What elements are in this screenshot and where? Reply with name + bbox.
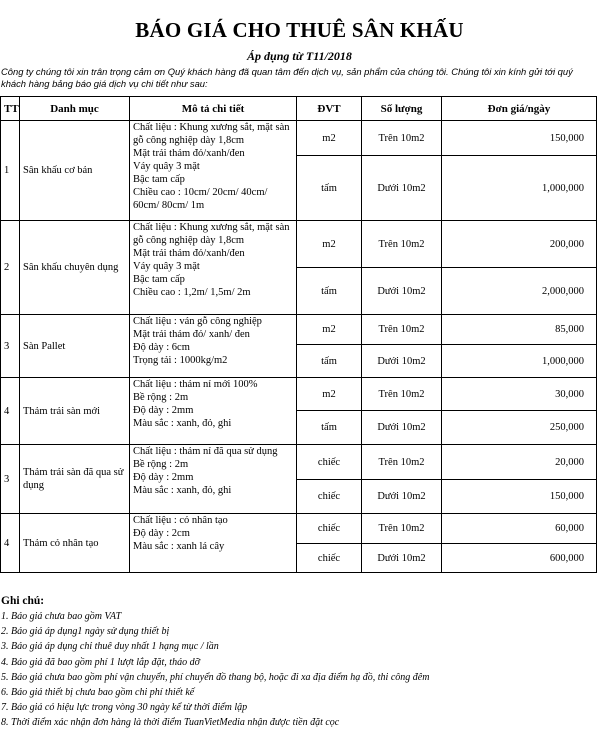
row-unit: m2 (297, 221, 362, 268)
row-unit: chiếc (297, 544, 362, 573)
row-unit: m2 (297, 315, 362, 345)
row-category: Thảm cỏ nhân tạo (20, 514, 130, 573)
row-description (130, 514, 297, 573)
description-line: Độ dày : 2cm (133, 528, 190, 539)
row-description (130, 221, 297, 315)
row-quantity: Dưới 10m2 (362, 268, 442, 315)
header-quantity: Số lượng (362, 97, 442, 121)
description-line: Màu sắc : xanh, đỏ, ghi (133, 418, 232, 429)
description-line: Chiều cao : 10cm/ 20cm/ 40cm/ 60cm/ 80cm/ 1m (133, 187, 268, 211)
table-row (1, 445, 597, 480)
row-category: Sân khấu chuyên dụng (20, 221, 130, 315)
row-quantity: Trên 10m2 (362, 121, 442, 156)
description-line: Chất liệu : Khung xương sắt, mặt sàn gỗ công nghiệp dày 1,8cm (133, 122, 290, 146)
row-number: 4 (1, 514, 20, 573)
row-quantity: Trên 10m2 (362, 315, 442, 345)
description-line: Bậc tam cấp (133, 274, 185, 285)
row-category: Sân khấu cơ bản (20, 121, 130, 221)
table-header-row (1, 97, 597, 121)
description-line: Bề rộng : 2m (133, 459, 189, 470)
description-line: Màu sắc : xanh, đỏ, ghi (133, 485, 232, 496)
row-category: Thảm trải sàn mới (20, 378, 130, 445)
row-quantity: Trên 10m2 (362, 445, 442, 480)
description-line: Bậc tam cấp (133, 174, 185, 185)
header-price: Đơn giá/ngày (442, 97, 597, 121)
note-item: 4. Báo giá đã bao gồm phí 1 lượt lắp đặt, tháo dỡ (1, 656, 200, 668)
row-unit: tấm (297, 345, 362, 378)
table-row (1, 315, 597, 345)
note-item: 6. Báo giá thiết bị chưa bao gồm chi phí thiết kế (1, 686, 195, 698)
row-quantity: Trên 10m2 (362, 514, 442, 544)
row-unit: tấm (297, 411, 362, 445)
header-tt: TT (1, 97, 20, 121)
notes-list (0, 609, 599, 731)
row-quantity: Dưới 10m2 (362, 156, 442, 221)
row-unit: chiếc (297, 445, 362, 480)
table-row (1, 514, 597, 544)
description-line: Váy quây 3 mặt (133, 161, 200, 172)
description-line: Chất liệu : ván gỗ công nghiệp (133, 316, 262, 327)
row-description (130, 378, 297, 445)
description-line: Váy quây 3 mặt (133, 261, 200, 272)
row-price: 150,000 (442, 480, 597, 514)
row-unit: tấm (297, 268, 362, 315)
note-item: 3. Báo giá áp dụng chỉ thuê duy nhất 1 hạng mục / lần (1, 641, 219, 653)
row-quantity: Dưới 10m2 (362, 544, 442, 573)
row-quantity: Dưới 10m2 (362, 345, 442, 378)
row-number: 3 (1, 445, 20, 514)
row-price: 600,000 (442, 544, 597, 573)
row-price: 20,000 (442, 445, 597, 480)
row-price: 1,000,000 (442, 156, 597, 221)
header-unit: ĐVT (297, 97, 362, 121)
table-row (1, 378, 597, 411)
description-line: Chất liệu : thảm nỉ đã qua sử dụng (133, 446, 278, 457)
description-line: Độ dày : 2mm (133, 405, 194, 416)
note-item: 7. Báo giá có hiệu lực trong vòng 30 ngày kể từ thời điểm lập (1, 702, 248, 714)
description-line: Độ dày : 6cm (133, 342, 190, 353)
note-item: 1. Báo giá chưa bao gồm VAT (1, 611, 122, 622)
row-description (130, 315, 297, 378)
row-quantity: Trên 10m2 (362, 378, 442, 411)
row-unit: tấm (297, 156, 362, 221)
row-category: Thảm trải sàn đã qua sử dụng (20, 445, 130, 514)
note-item: 8. Thời điểm xác nhận đơn hàng là thời điểm TuanVietMedia nhận được tiền đặt cọc (1, 717, 340, 729)
table-row (1, 221, 597, 268)
row-quantity: Dưới 10m2 (362, 411, 442, 445)
header-description: Mô tả chi tiết (130, 97, 297, 121)
description-line: Mặt trải thảm đỏ/xanh/đen (133, 248, 245, 259)
row-price: 85,000 (442, 315, 597, 345)
notes-title: Ghi chú: (1, 595, 45, 607)
row-number: 2 (1, 221, 20, 315)
row-category: Sàn Pallet (20, 315, 130, 378)
row-number: 1 (1, 121, 20, 221)
row-unit: m2 (297, 121, 362, 156)
page-title: BÁO GIÁ CHO THUÊ SÂN KHẤU (135, 18, 464, 42)
table-body (1, 121, 597, 573)
row-quantity: Trên 10m2 (362, 221, 442, 268)
row-price: 30,000 (442, 378, 597, 411)
row-description (130, 121, 297, 221)
row-price: 150,000 (442, 121, 597, 156)
description-line: Chất liệu : thảm nỉ mới 100% (133, 379, 258, 390)
notes-section (0, 594, 599, 731)
description-line: Mặt trải thảm đỏ/ xanh/ đen (133, 329, 250, 340)
row-price: 250,000 (442, 411, 597, 445)
intro-paragraph: Công ty chúng tôi xin trân trọng cảm ơn Quý khách hàng đã quan tâm đến dịch vụ, sản phẩm của chúng tôi. Chúng tôi xin kính gửi tới quý khách hàng bảng báo giá dịch vụ chi tiết như sau: (1, 66, 573, 89)
row-price: 200,000 (442, 221, 597, 268)
description-line: Mặt trải thảm đỏ/xanh/đen (133, 148, 245, 159)
row-price: 60,000 (442, 514, 597, 544)
note-item: 2. Báo giá áp dụng1 ngày sử dụng thiết bị (1, 626, 170, 638)
description-line: Màu sắc : xanh lá cây (133, 541, 225, 552)
row-unit: chiếc (297, 514, 362, 544)
description-line: Chất liệu : cỏ nhân tạo (133, 515, 228, 526)
row-number: 3 (1, 315, 20, 378)
row-unit: m2 (297, 378, 362, 411)
price-table (0, 96, 597, 573)
table-row (1, 121, 597, 156)
description-line: Trọng tải : 1000kg/m2 (133, 355, 228, 366)
description-line: Chiều cao : 1,2m/ 1,5m/ 2m (133, 287, 251, 298)
row-description (130, 445, 297, 514)
page-subtitle: Áp dụng từ T11/2018 (247, 49, 352, 63)
row-number: 4 (1, 378, 20, 445)
header-category: Danh mục (20, 97, 130, 121)
row-unit: chiếc (297, 480, 362, 514)
row-quantity: Dưới 10m2 (362, 480, 442, 514)
description-line: Độ dày : 2mm (133, 472, 194, 483)
description-line: Bề rộng : 2m (133, 392, 189, 403)
note-item: 5. Báo giá chưa bao gồm phí vận chuyển, phí chuyển đồ thang bộ, hoặc đi xa địa điểm hạ đồ, thi công đêm (1, 671, 430, 683)
description-line: Chất liệu : Khung xương sắt, mặt sàn gỗ công nghiệp dày 1,8cm (133, 222, 290, 246)
row-price: 1,000,000 (442, 345, 597, 378)
row-price: 2,000,000 (442, 268, 597, 315)
